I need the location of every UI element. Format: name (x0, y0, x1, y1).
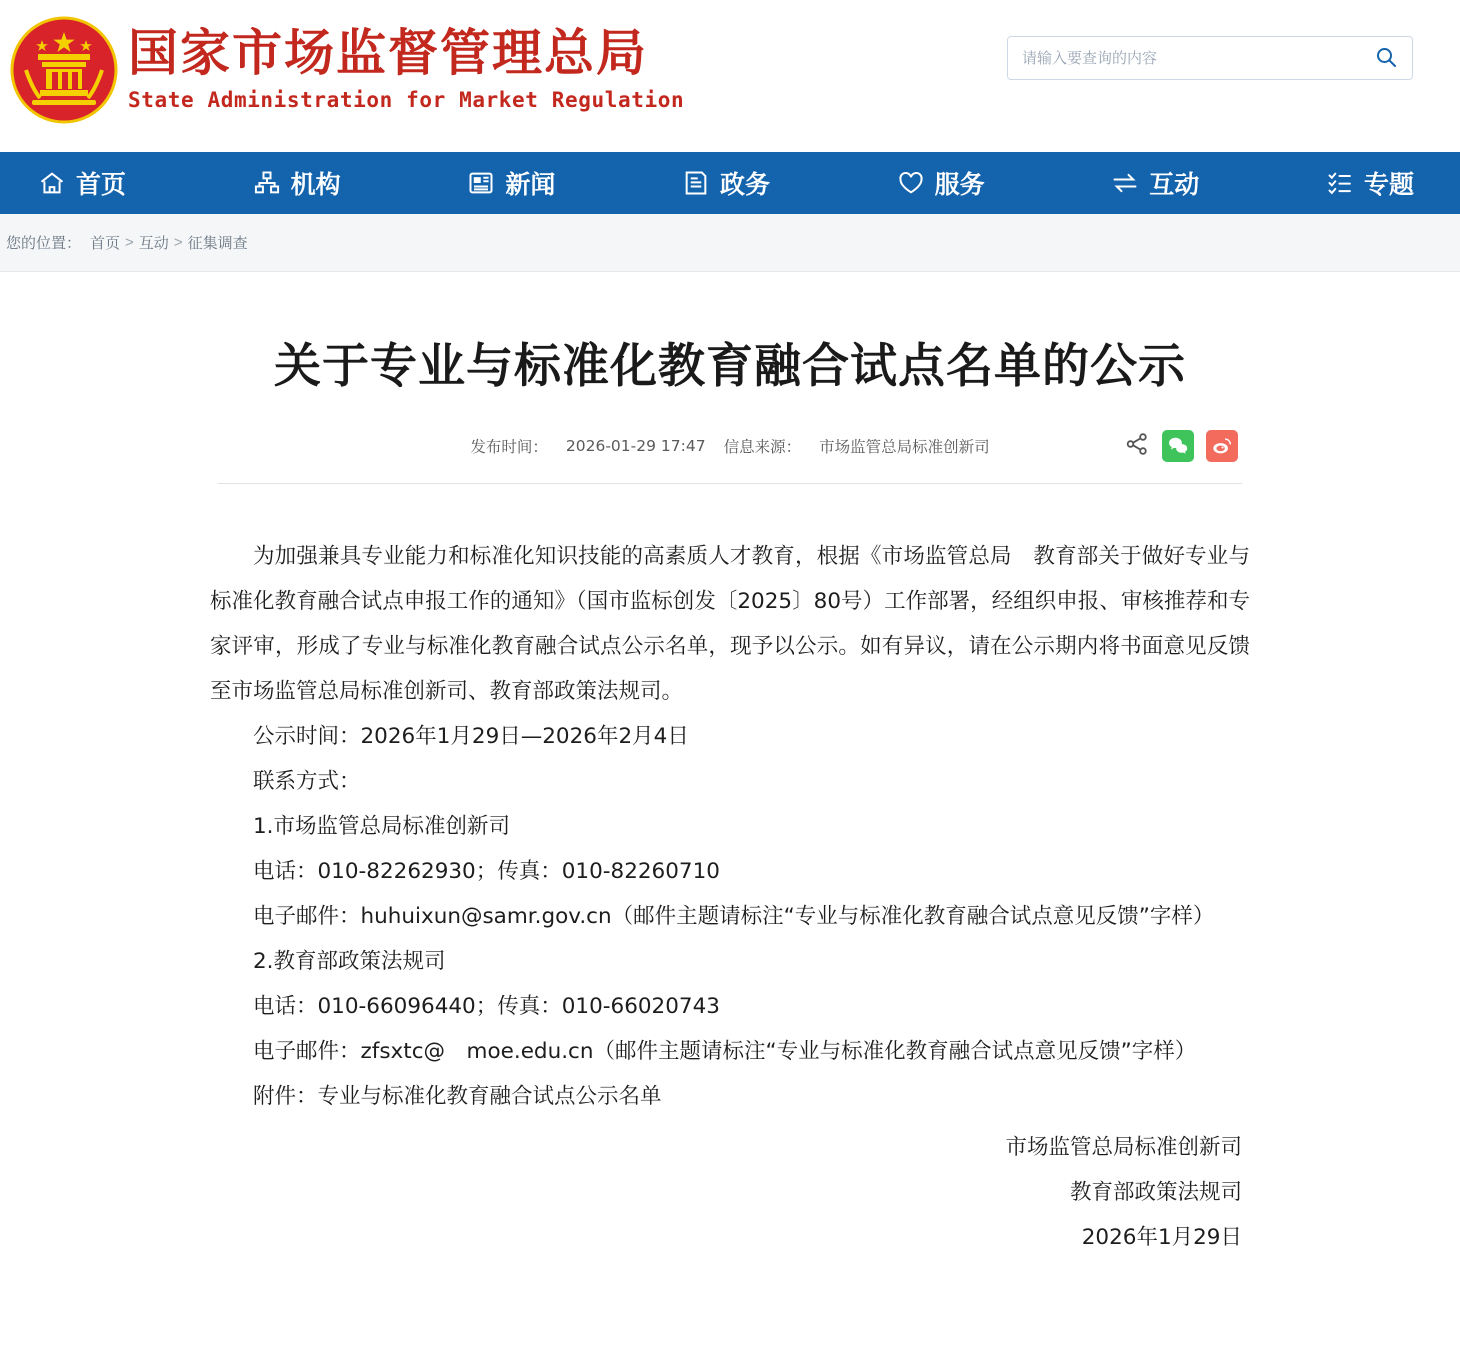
share-icon[interactable] (1124, 431, 1150, 461)
nav-label-interaction: 互动 (1149, 170, 1200, 199)
nav-item-topics[interactable] (1316, 165, 1424, 201)
home-icon (38, 169, 66, 197)
search-button[interactable] (1360, 37, 1412, 79)
page-title: 关于专业与标准化教育融合试点名单的公示 (274, 339, 1186, 394)
share-icons (1124, 430, 1238, 462)
weibo-icon[interactable] (1206, 430, 1238, 462)
article-paragraph: 电话：010-82262930；传真：010-82260710 (253, 858, 720, 884)
nav-label-organization: 机构 (290, 170, 341, 199)
attachment-line[interactable]: 附件：专业与标准化教育融合试点公示名单 (253, 1083, 662, 1109)
breadcrumb (0, 214, 1460, 272)
nav-label-government: 政务 (719, 170, 770, 199)
nav-item-interaction[interactable] (1101, 165, 1209, 201)
article-meta (170, 435, 1290, 457)
main-navigation (0, 152, 1460, 214)
search-icon (1374, 45, 1398, 72)
article-paragraph: 联系方式： (253, 768, 361, 794)
article-paragraph: 电子邮件：huhuixun@samr.gov.cn（邮件主题请标注“专业与标准化教育融合试点意见反馈”字样） (253, 903, 1215, 929)
nav-label-news: 新闻 (505, 170, 556, 199)
site-header (0, 0, 1460, 152)
breadcrumb-label: 您的位置： (6, 235, 82, 252)
topic-list-icon (1326, 169, 1354, 197)
news-icon (467, 169, 495, 197)
search-input[interactable] (1008, 37, 1360, 79)
nav-item-news[interactable] (457, 165, 565, 201)
article-signature (210, 1125, 1250, 1260)
signature-line: 教育部政策法规司 (1069, 1179, 1242, 1205)
nav-label-service: 服务 (934, 170, 985, 199)
source-label: 信息来源： (723, 437, 802, 456)
article-paragraph: 电话：010-66096440；传真：010-66020743 (253, 993, 720, 1019)
nav-item-service[interactable] (887, 165, 995, 201)
breadcrumb-item-home[interactable]: 首页 (90, 235, 121, 252)
nav-item-organization[interactable] (243, 165, 351, 201)
breadcrumb-item-survey[interactable]: 征集调查 (187, 235, 248, 252)
publish-time-label: 发布时间： (470, 437, 548, 456)
breadcrumb-separator: > (173, 234, 183, 251)
site-title-en: State Administration for Market Regulation (128, 87, 685, 112)
national-emblem-icon (8, 14, 120, 126)
source-value: 市场监管总局标准创新司 (819, 437, 990, 456)
publish-time-value: 2026-01-29 17:47 (565, 436, 706, 455)
site-title-cn: 国家市场监督管理总局 (128, 24, 648, 82)
nav-item-home[interactable] (28, 165, 136, 201)
org-chart-icon (253, 169, 281, 197)
government-icon (682, 169, 710, 197)
article-paragraph: 2.教育部政策法规司 (253, 948, 446, 974)
site-logo-text (128, 22, 684, 112)
exchange-icon (1111, 169, 1139, 197)
nav-label-home: 首页 (76, 170, 127, 199)
wechat-icon[interactable] (1162, 430, 1194, 462)
article-paragraph: 公示时间：2026年1月29日—2026年2月4日 (253, 723, 689, 749)
heart-icon (897, 169, 925, 197)
breadcrumb-item-interaction[interactable]: 互动 (138, 235, 169, 252)
article-paragraph: 1.市场监管总局标准创新司 (253, 813, 511, 839)
article-body (170, 484, 1290, 1260)
nav-item-government[interactable] (672, 165, 780, 201)
article-paragraph: 为加强兼具专业能力和标准化知识技能的高素质人才教育，根据《市场监管总局 教育部关于做好专业与标准化教育融合试点申报工作的通知》（国市监标创发〔2025〕80号）工作部署，经组织申报、审核推荐和专家评审，形成了专业与标准化教育融合试点公示名单，现予以公示。如有异议，请在公示期内将书面意见反馈至市场监管总局标准创新司、教育部政策法规司。 (210, 543, 1250, 704)
signature-date: 2026年1月29日 (1081, 1224, 1242, 1250)
nav-label-topics: 专题 (1363, 170, 1414, 199)
article (170, 272, 1290, 1260)
signature-line: 市场监管总局标准创新司 (1005, 1134, 1242, 1160)
breadcrumb-separator: > (125, 234, 134, 251)
article-paragraph: 电子邮件：zfsxtc@ moe.edu.cn（邮件主题请标注“专业与标准化教育融合试点意见反馈”字样） (253, 1038, 1197, 1064)
search-box[interactable] (1007, 36, 1413, 80)
